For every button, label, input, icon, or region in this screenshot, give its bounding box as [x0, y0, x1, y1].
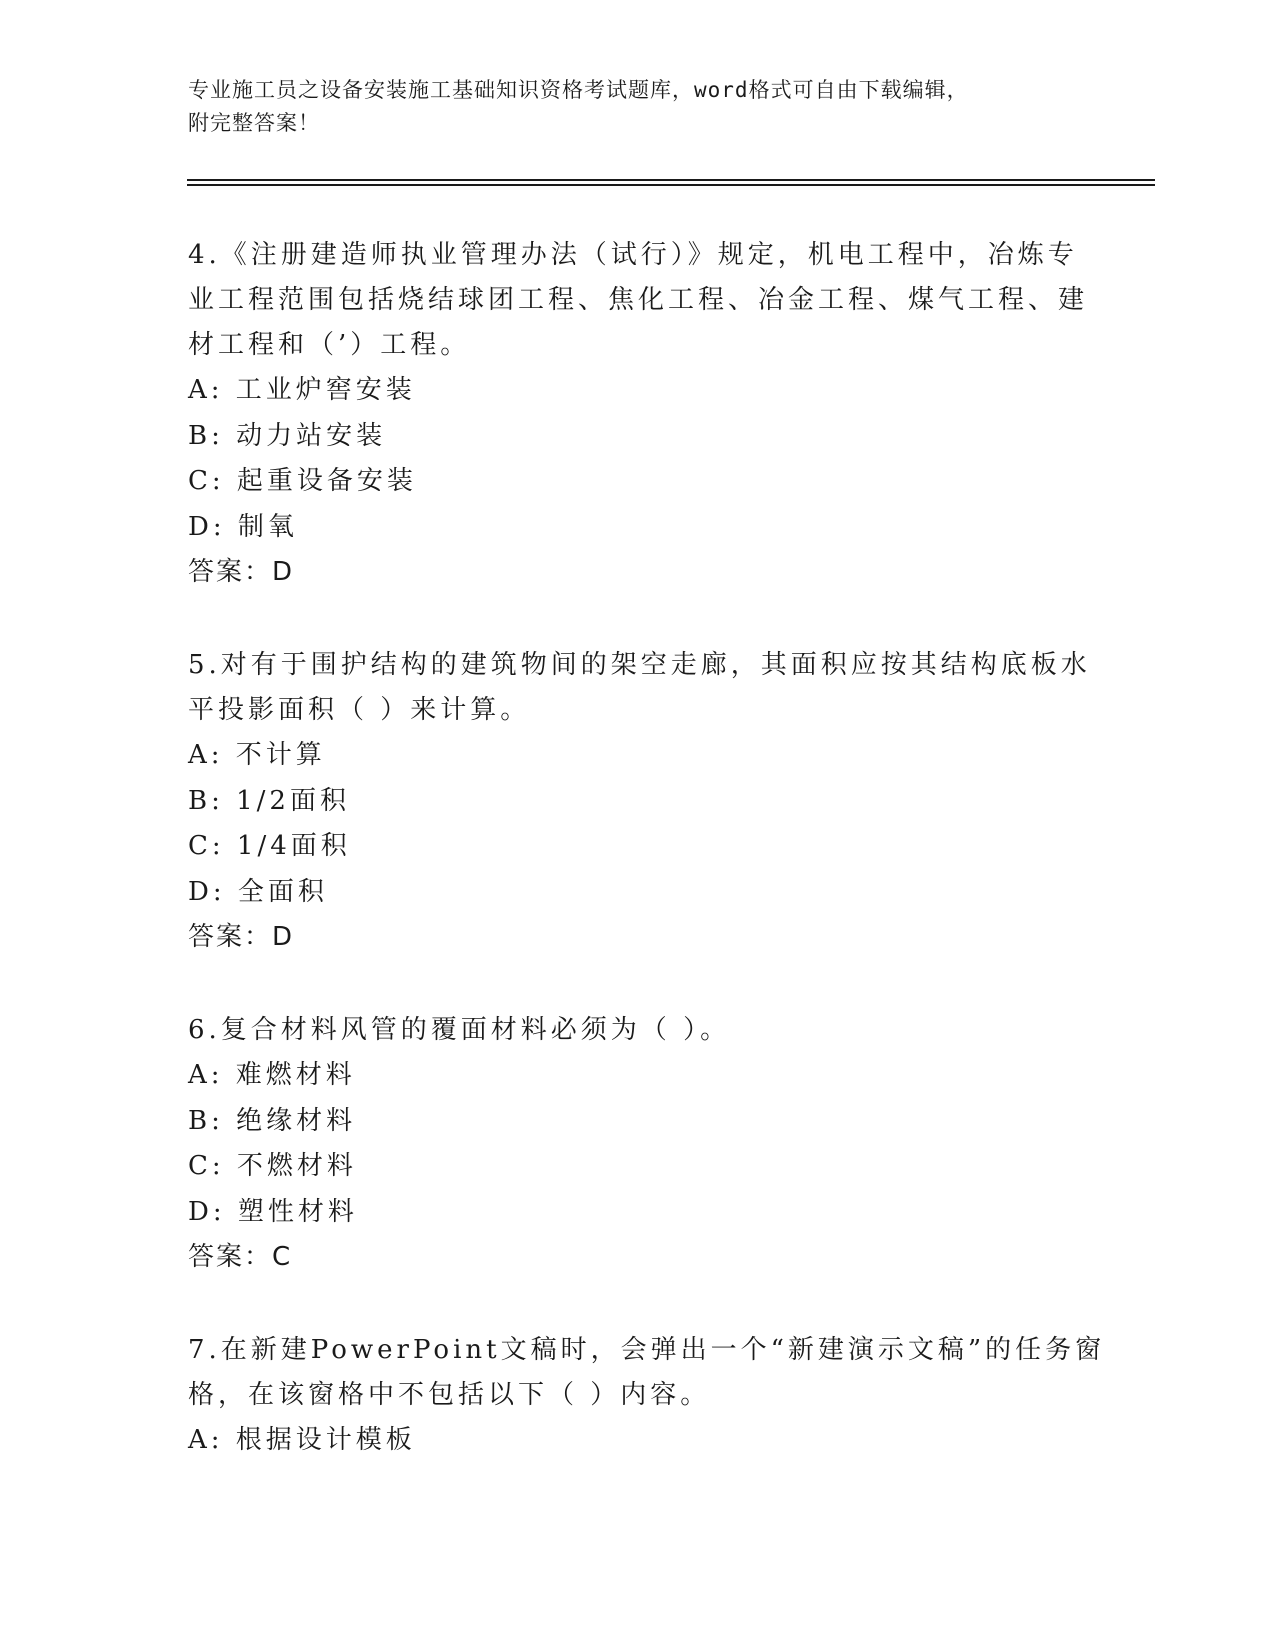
header-divider-bottom: [187, 184, 1155, 186]
option-b: B: 1/2面积: [188, 785, 350, 816]
answer: 答案：D: [188, 557, 295, 587]
question-5: [188, 643, 1091, 961]
question-text-line: 7.在新建PowerPoint文稿时，会弹出一个“新建演示文稿”的任务窗: [188, 1335, 1106, 1365]
question-text-line: 材工程和（’）工程。: [188, 330, 471, 360]
option-d: D: 塑性材料: [188, 1196, 358, 1227]
option-c: C: 不燃材料: [188, 1151, 357, 1181]
option-a: A: 根据设计模板: [188, 1425, 416, 1455]
question-text-line: 5.对有于围护结构的建筑物间的架空走廊，其面积应按其结构底板水: [188, 650, 1091, 680]
option-d: D: 全面积: [188, 876, 328, 907]
question-text-line: 格，在该窗格中不包括以下（ ）内容。: [188, 1380, 711, 1410]
header-line-1: 专业施工员之设备安装施工基础知识资格考试题库，word格式可自由下载编辑，: [188, 78, 969, 102]
option-a: A: 难燃材料: [188, 1060, 356, 1090]
option-c: C: 起重设备安装: [188, 466, 417, 496]
header-divider-top: [187, 179, 1155, 181]
question-4: [188, 233, 1088, 596]
header-line-2: 附完整答案！: [188, 111, 320, 135]
question-7: [188, 1328, 1106, 1464]
question-6: [188, 1008, 1088, 1281]
answer: 答案：D: [188, 922, 295, 952]
document-header: [188, 74, 1068, 140]
option-c: C: 1/4面积: [188, 831, 351, 861]
question-text-line: 业工程范围包括烧结球团工程、焦化工程、冶金工程、煤气工程、建: [188, 285, 1089, 315]
option-b: B: 绝缘材料: [188, 1105, 357, 1136]
question-text-line: 6.复合材料风管的覆面材料必须为（ ）。: [188, 1015, 731, 1045]
option-a: A: 不计算: [188, 740, 326, 770]
option-a: A: 工业炉窖安装: [188, 375, 416, 405]
question-text-line: 4.《注册建造师执业管理办法（试行）》规定，机电工程中，冶炼专: [188, 240, 1078, 270]
option-b: B: 动力站安装: [188, 420, 387, 451]
option-d: D: 制氧: [188, 511, 298, 542]
answer: 答案：C: [188, 1242, 293, 1272]
question-text-line: 平投影面积（ ）来计算。: [188, 695, 531, 725]
